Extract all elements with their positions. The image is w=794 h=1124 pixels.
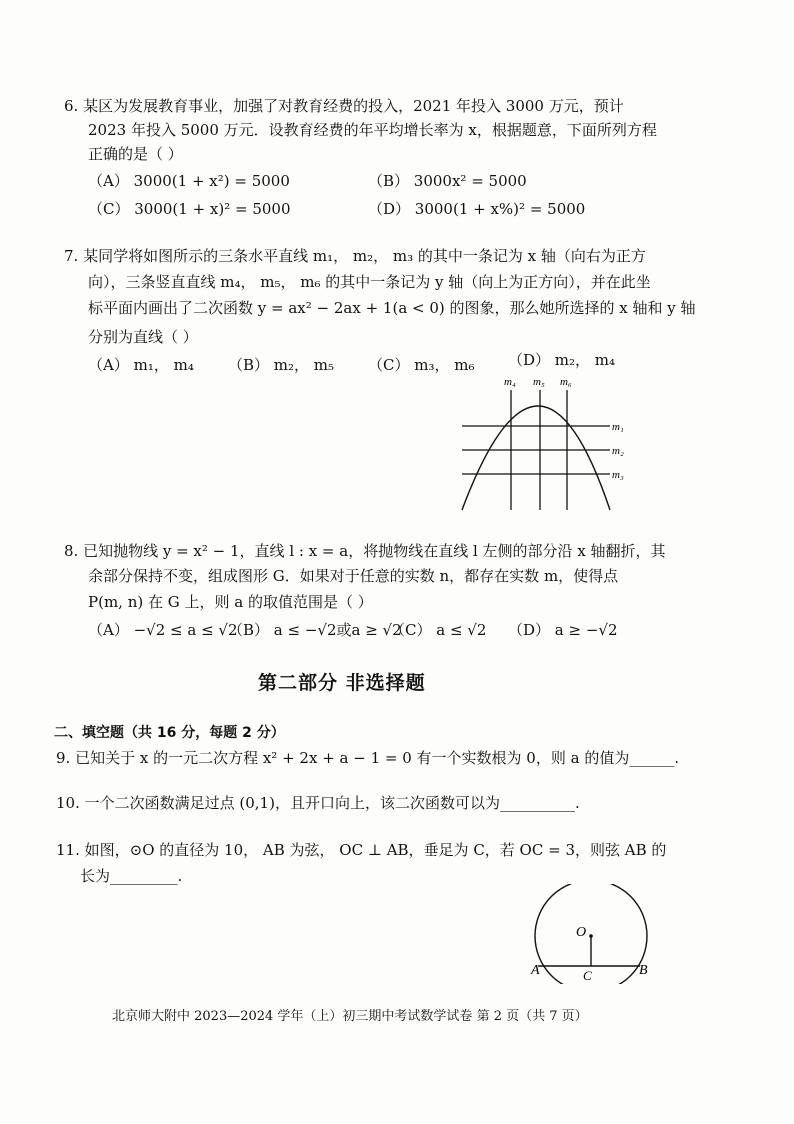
- q11-line1: 11. 如图，⊙O 的直径为 10， AB 为弦， OC ⊥ AB，垂足为 C，若 OC = 3，则弦 AB 的: [56, 841, 667, 859]
- q8-line1: 8. 已知抛物线 y = x² − 1，直线 l : x = a，将抛物线在直线 l 左侧的部分沿 x 轴翻折，其: [64, 542, 666, 560]
- q7-line4: 分别为直线（ ）: [88, 328, 198, 346]
- label-m4: m₄: [504, 376, 516, 388]
- q11-figure: [525, 884, 665, 984]
- q7-line2: 向），三条竖直直线 m₄， m₅， m₆ 的其中一条记为 y 轴（向上为正方向），并在此坐: [88, 273, 651, 291]
- q8-option-a: （A） −√2 ≤ a ≤ √2: [88, 621, 238, 639]
- q7-line1: 7. 某同学将如图所示的三条水平直线 m₁， m₂， m₃ 的其中一条记为 x 轴（向右为正方: [64, 247, 646, 265]
- label-m2: m₂: [612, 445, 624, 457]
- part2-title: 第二部分 非选择题: [258, 672, 426, 694]
- label-m5: m₅: [533, 376, 545, 388]
- q7-option-d: （D） m₂， m₄: [508, 351, 616, 369]
- q6-line3: 正确的是（ ）: [88, 145, 183, 163]
- label-a: A: [531, 963, 540, 978]
- q10-text: 10. 一个二次函数满足过点 (0,1)，且开口向上，该二次函数可以为__________.: [56, 794, 580, 812]
- label-o: O: [576, 925, 587, 940]
- q7-option-b: （B） m₂， m₅: [228, 356, 335, 374]
- q7-line3: 标平面内画出了二次函数 y = ax² − 2ax + 1(a < 0) 的图象，那么她所选择的 x 轴和 y 轴: [88, 299, 696, 317]
- q8-option-d: （D） a ≥ −√2: [508, 621, 618, 639]
- q6-option-b: （B） 3000x² = 5000: [368, 172, 527, 190]
- center-dot: [589, 934, 593, 938]
- label-m6: m₆: [560, 376, 572, 388]
- q8-option-c: （C） a ≤ √2: [390, 621, 487, 639]
- q6-line1: 6. 某区为发展教育事业，加强了对教育经费的投入，2021 年投入 3000 万元，预计: [64, 97, 624, 115]
- q6-option-d: （D） 3000(1 + x%)² = 5000: [368, 200, 586, 218]
- q8-line2: 余部分保持不变，组成图形 G．如果对于任意的实数 n，都存在实数 m，使得点: [88, 567, 619, 585]
- q9-text: 9. 已知关于 x 的一元二次方程 x² + 2x + a − 1 = 0 有一个实数根为 0，则 a 的值为______.: [56, 749, 680, 767]
- page-footer: 北京师大附中 2023—2024 学年（上）初三期中考试数学试卷 第 2 页（共 7 页）: [112, 1009, 588, 1024]
- parabola-curve: [462, 406, 610, 510]
- q8-option-b: （B） a ≤ −√2或a ≥ √2: [228, 621, 402, 639]
- label-b: B: [639, 963, 648, 978]
- q6-line2: 2023 年投入 5000 万元．设教育经费的年平均增长率为 x，根据题意，下面所列方程: [88, 121, 657, 139]
- label-c: C: [583, 968, 592, 983]
- q6-option-c: （C） 3000(1 + x)² = 5000: [88, 200, 291, 218]
- q7-figure: [460, 370, 640, 518]
- q7-option-a: （A） m₁， m₄: [88, 356, 194, 374]
- q6-option-a: （A） 3000(1 + x²) = 5000: [88, 172, 290, 190]
- section2-heading: 二、填空题（共 16 分，每题 2 分）: [54, 725, 285, 741]
- label-m3: m₃: [612, 469, 624, 481]
- label-m1: m₁: [612, 421, 624, 433]
- q11-line2: 长为_________.: [80, 867, 183, 885]
- q7-option-c: （C） m₃， m₆: [368, 356, 475, 374]
- q8-line3: P(m, n) 在 G 上，则 a 的取值范围是（ ）: [88, 593, 373, 611]
